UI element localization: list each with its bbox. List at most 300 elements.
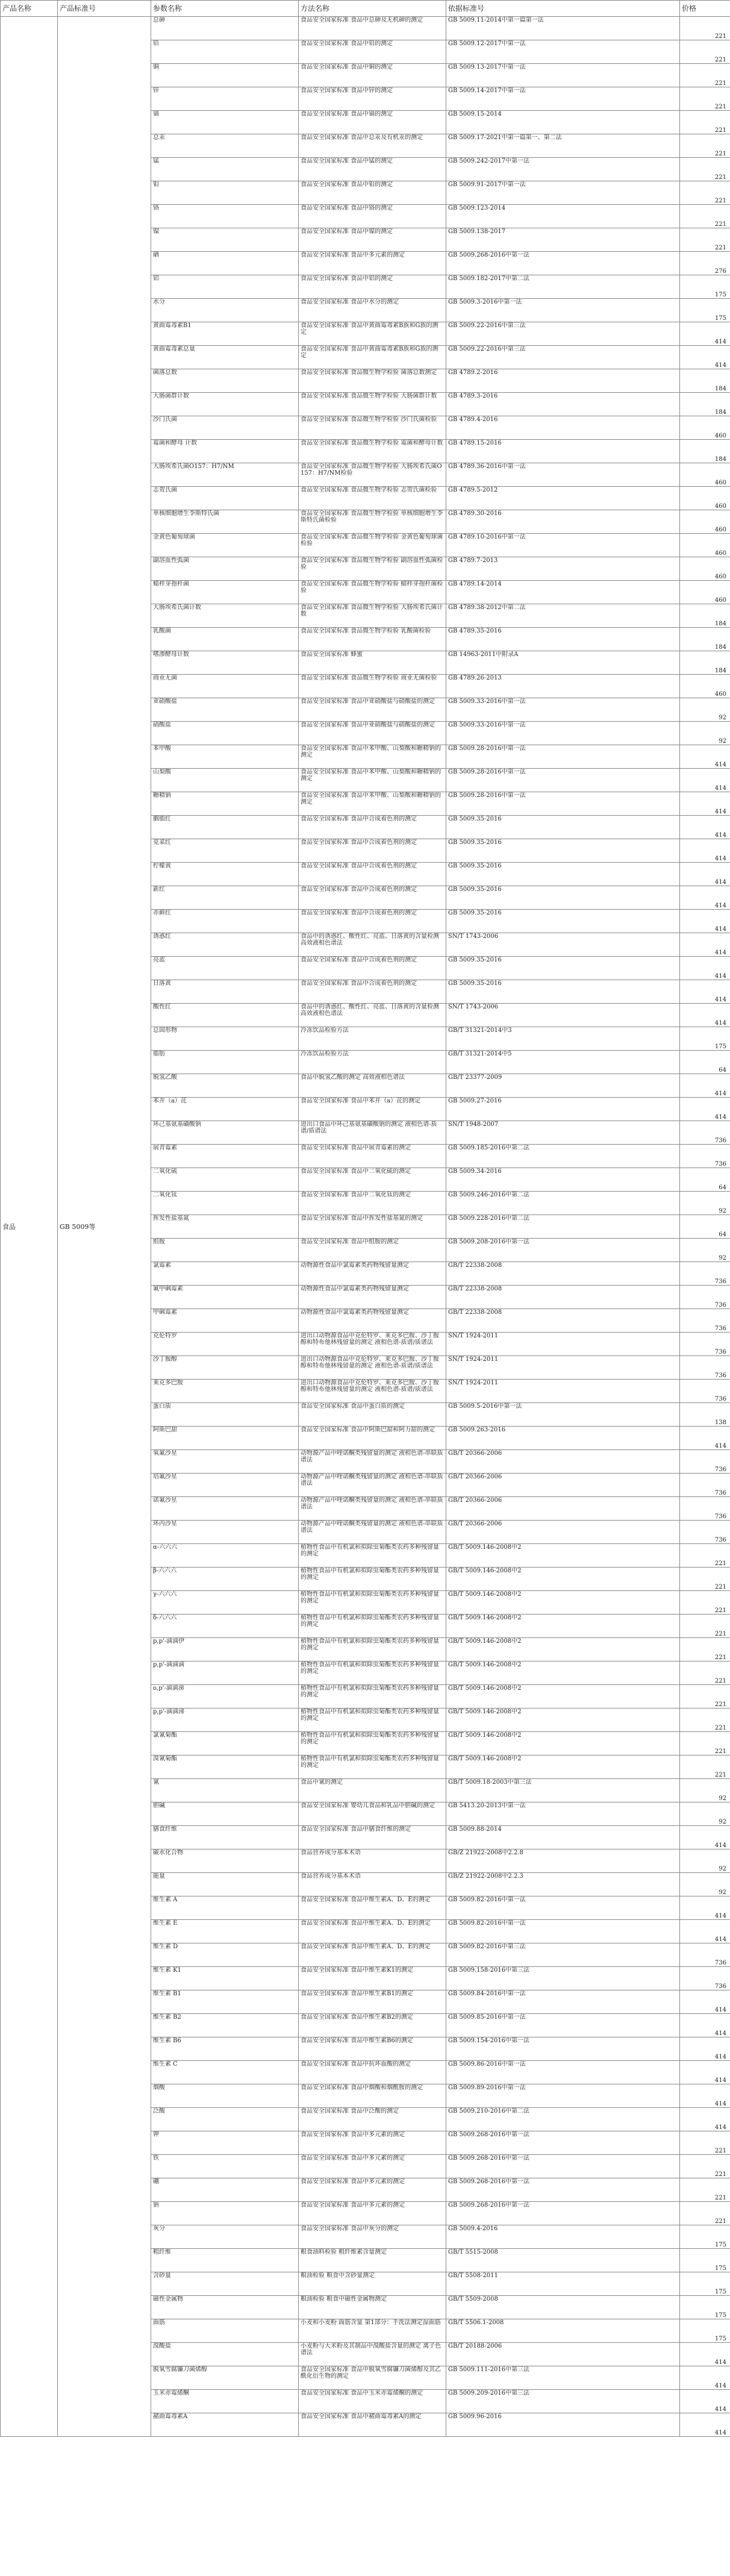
- param-name-cell: 商业无菌: [151, 675, 299, 698]
- param-name-cell: 新红: [151, 886, 299, 910]
- price-cell: 460: [680, 581, 730, 604]
- basis-standard-cell: GB 5009.35-2016: [446, 863, 680, 886]
- price-cell: 221: [680, 1568, 730, 1591]
- param-name-cell: 碳水化合物: [151, 1849, 299, 1873]
- method-name-cell: 植物性食品中有机氯和拟除虫菊酯类农药多种残留量的测定: [299, 1615, 446, 1638]
- price-cell: 414: [680, 1004, 730, 1027]
- method-name-cell: 植物性食品中有机氯和拟除虫菊酯类农药多种残留量的测定: [299, 1708, 446, 1732]
- basis-standard-cell: GB 5009.3-2016中第一法: [446, 299, 680, 322]
- basis-standard-cell: GB 5009.85-2016中第一法: [446, 2014, 680, 2037]
- method-name-cell: 食品安全国家标准 食品中镉的测定: [299, 111, 446, 134]
- basis-standard-cell: GB/T 5009.146-2008中2: [446, 1755, 680, 1779]
- price-cell: 414: [680, 322, 730, 346]
- basis-standard-cell: GB 5009.246-2016中第二法: [446, 1192, 680, 1215]
- price-cell: 92: [680, 1779, 730, 1802]
- param-name-cell: 脱氢乙酸: [151, 1074, 299, 1098]
- method-name-cell: 冷冻饮品检验方法: [299, 1051, 446, 1074]
- param-name-cell: 莱克多巴胺: [151, 1380, 299, 1403]
- price-cell: 221: [680, 2155, 730, 2178]
- basis-standard-cell: GB 5009.27-2016: [446, 1098, 680, 1121]
- param-name-cell: 粗纤维: [151, 2249, 299, 2272]
- basis-standard-cell: GB 5009.268-2016中第一法: [446, 2178, 680, 2202]
- price-cell: 221: [680, 1708, 730, 1732]
- param-name-cell: 锌: [151, 87, 299, 111]
- basis-standard-cell: GB 5009.208-2016中第一法: [446, 1239, 680, 1262]
- price-cell: 92: [680, 698, 730, 722]
- param-name-cell: 锰: [151, 158, 299, 181]
- param-name-cell: 苋菜红: [151, 839, 299, 863]
- basis-standard-cell: GB/T 5509-2008: [446, 2296, 680, 2319]
- method-name-cell: 食品安全国家标准 食品中挥发性盐基氮的测定: [299, 1215, 446, 1239]
- method-name-cell: 食品中脱氢乙酸的测定 高效液相色谱法: [299, 1074, 446, 1098]
- header-param-name: 参数名称: [151, 1, 299, 17]
- price-cell: 414: [680, 980, 730, 1004]
- param-name-cell: 大肠埃希氏菌计数: [151, 604, 299, 628]
- method-name-cell: 食品安全国家标准 食品微生物学检验 商业无菌检验: [299, 675, 446, 698]
- price-cell: 184: [680, 393, 730, 416]
- method-name-cell: 进出口动物源食品中克伦特罗、莱克多巴胺、沙丁胺醇和特布他林残留量的测定 液相色谱-质谱/质谱法: [299, 1356, 446, 1380]
- method-name-cell: 小麦粉与大米粉及其制品中溴酸盐含量的测定 离子色谱法: [299, 2343, 446, 2366]
- price-cell: 221: [680, 1638, 730, 1662]
- param-name-cell: 维生素 B6: [151, 2037, 299, 2061]
- price-cell: 414: [680, 886, 730, 910]
- basis-standard-cell: GB 5009.5-2016中第一法: [446, 1403, 680, 1427]
- param-name-cell: 大肠埃希氏菌O157：H7/NM: [151, 463, 299, 487]
- price-cell: 184: [680, 369, 730, 393]
- param-name-cell: 克伦特罗: [151, 1333, 299, 1356]
- basis-standard-cell: GB 4789.36-2016中第一法: [446, 463, 680, 487]
- basis-standard-cell: GB/T 5009.146-2008中2: [446, 1568, 680, 1591]
- basis-standard-cell: GB 5009.138-2017: [446, 228, 680, 252]
- method-name-cell: 动物源产品中喹诺酮类残留量的测定 液相色谱-串联质谱法: [299, 1521, 446, 1544]
- param-name-cell: 灰分: [151, 2225, 299, 2249]
- param-name-cell: 钾: [151, 2131, 299, 2155]
- basis-standard-cell: SN/T 1948-2007: [446, 1121, 680, 1145]
- basis-standard-cell: GB/T 20188-2006: [446, 2343, 680, 2366]
- price-cell: 175: [680, 2319, 730, 2343]
- price-cell: 221: [680, 1732, 730, 1755]
- basis-standard-cell: GB 5009.33-2016中第一法: [446, 722, 680, 745]
- price-cell: 414: [680, 816, 730, 839]
- basis-standard-cell: GB 5009.268-2016中第一法: [446, 252, 680, 275]
- param-name-cell: 脱氧雪腐镰刀菌烯醇: [151, 2366, 299, 2390]
- method-name-cell: 食品安全国家标准 食品中亚硝酸盐与硝酸盐的测定: [299, 698, 446, 722]
- price-cell: 175: [680, 2225, 730, 2249]
- price-cell: 221: [680, 111, 730, 134]
- method-name-cell: 食品安全国家标准 食品中合成着色剂的测定: [299, 839, 446, 863]
- param-name-cell: 金黄色葡萄球菌: [151, 534, 299, 557]
- method-name-cell: 食品安全国家标准 食品中赭曲霉毒素A的测定: [299, 2413, 446, 2437]
- price-cell: 736: [680, 1450, 730, 1474]
- method-name-cell: 食品安全国家标准 食品微生物学检验 菌落总数测定: [299, 369, 446, 393]
- basis-standard-cell: GB 5413.20-2013中第一法: [446, 1802, 680, 1826]
- param-name-cell: 氯氰菊酯: [151, 1732, 299, 1755]
- basis-standard-cell: GB 5009.268-2016中第一法: [446, 2155, 680, 2178]
- price-cell: 414: [680, 957, 730, 980]
- price-cell: 175: [680, 275, 730, 299]
- basis-standard-cell: GB/Z 21922-2008中2.2.8: [446, 1849, 680, 1873]
- method-name-cell: 食品安全国家标准 婴幼儿食品和乳品中胆碱的测定: [299, 1802, 446, 1826]
- param-name-cell: p,p'-滴滴涕: [151, 1708, 299, 1732]
- price-cell: 221: [680, 64, 730, 87]
- param-name-cell: 黄曲霉毒素总量: [151, 346, 299, 369]
- method-name-cell: 食品安全国家标准 食品中维生素A、D、E的测定: [299, 1920, 446, 1943]
- method-name-cell: 食品安全国家标准 食品微生物学检验 大肠埃希氏菌计数: [299, 604, 446, 628]
- param-name-cell: 单核细胞增生李斯特氏菌: [151, 510, 299, 534]
- basis-standard-cell: GB 5009.185-2016中第二法: [446, 1145, 680, 1168]
- param-name-cell: 硝酸盐: [151, 722, 299, 745]
- method-name-cell: 食品安全国家标准 食品中水分的测定: [299, 299, 446, 322]
- basis-standard-cell: GB/T 22338-2008: [446, 1309, 680, 1333]
- param-name-cell: 菌落总数: [151, 369, 299, 393]
- basis-standard-cell: GB 4789.35-2016: [446, 628, 680, 651]
- basis-standard-cell: GB 5009.17-2021中第一篇第一、第二法: [446, 134, 680, 158]
- price-cell: 221: [680, 87, 730, 111]
- method-name-cell: 动物源产品中喹诺酮类残留量的测定 液相色谱-串联质谱法: [299, 1497, 446, 1521]
- method-name-cell: 食品安全国家标准 食品中合成着色剂的测定: [299, 910, 446, 933]
- price-cell: 736: [680, 1286, 730, 1309]
- basis-standard-cell: GB 5009.88-2014: [446, 1826, 680, 1849]
- method-name-cell: 粮油检验 粮食中磁性金属物测定: [299, 2296, 446, 2319]
- param-name-cell: 维生素 E: [151, 1920, 299, 1943]
- price-cell: 221: [680, 1591, 730, 1615]
- price-cell: 221: [680, 40, 730, 64]
- basis-standard-cell: GB/T 5009.146-2008中2: [446, 1732, 680, 1755]
- price-cell: 221: [680, 1685, 730, 1708]
- basis-standard-cell: GB/T 5009.146-2008中2: [446, 1638, 680, 1662]
- method-name-cell: 食品安全国家标准 食品中二氧化硫的测定: [299, 1168, 446, 1192]
- param-name-cell: 黄曲霉毒素B1: [151, 322, 299, 346]
- basis-standard-cell: GB/T 5009.146-2008中2: [446, 1708, 680, 1732]
- method-name-cell: 植物性食品中有机氯和拟除虫菊酯类农药多种残留量的测定: [299, 1544, 446, 1568]
- table-row: [1, 17, 730, 40]
- method-name-cell: 食品安全国家标准 食品中泛酸的测定: [299, 2108, 446, 2131]
- basis-standard-cell: GB 5009.111-2016中第三法: [446, 2366, 680, 2390]
- basis-standard-cell: GB 4789.30-2016: [446, 510, 680, 534]
- method-name-cell: 植物性食品中有机氯和拟除虫菊酯类农药多种残留量的测定: [299, 1732, 446, 1755]
- header-price: 价格: [680, 1, 730, 17]
- price-cell: 138: [680, 1403, 730, 1427]
- price-cell: 92: [680, 1873, 730, 1896]
- price-cell: 414: [680, 2343, 730, 2366]
- price-cell: 414: [680, 745, 730, 769]
- method-name-cell: 冷冻饮品检验方法: [299, 1027, 446, 1051]
- param-name-cell: 胆碱: [151, 1802, 299, 1826]
- header-product-name: 产品名称: [1, 1, 58, 17]
- param-name-cell: 硼: [151, 2178, 299, 2202]
- price-cell: 460: [680, 534, 730, 557]
- param-name-cell: 赭曲霉毒素A: [151, 2413, 299, 2437]
- price-cell: 414: [680, 910, 730, 933]
- param-name-cell: 展青霉素: [151, 1145, 299, 1168]
- price-cell: 736: [680, 1262, 730, 1286]
- basis-standard-cell: GB 5009.15-2014: [446, 111, 680, 134]
- param-name-cell: 维生素 C: [151, 2061, 299, 2084]
- basis-standard-cell: GB 5009.28-2016中第一法: [446, 792, 680, 816]
- price-cell: 221: [680, 134, 730, 158]
- param-name-cell: 烟酸: [151, 2084, 299, 2108]
- basis-standard-cell: GB/T 22338-2008: [446, 1286, 680, 1309]
- price-cell: 175: [680, 299, 730, 322]
- param-name-cell: 霉菌和酵母 计数: [151, 440, 299, 463]
- basis-standard-cell: GB 5009.14-2017中第一法: [446, 87, 680, 111]
- basis-standard-cell: GB 5009.82-2016中第一法: [446, 1920, 680, 1943]
- method-name-cell: 食品中氰的测定: [299, 1779, 446, 1802]
- method-name-cell: 粮食油料检验 粗纤维素含量测定: [299, 2249, 446, 2272]
- price-cell: 184: [680, 628, 730, 651]
- param-name-cell: 钠: [151, 2202, 299, 2225]
- param-name-cell: 磁性金属物: [151, 2296, 299, 2319]
- price-cell: 221: [680, 2202, 730, 2225]
- method-name-cell: 食品安全国家标准 食品中烟酸和烟酰胺的测定: [299, 2084, 446, 2108]
- param-name-cell: 环丙沙星: [151, 1521, 299, 1544]
- price-cell: 414: [680, 2061, 730, 2084]
- basis-standard-cell: GB 4789.38-2012中第二法: [446, 604, 680, 628]
- basis-standard-cell: GB/T 5009.146-2008中2: [446, 1685, 680, 1708]
- basis-standard-cell: GB/T 31321-2014中5: [446, 1051, 680, 1074]
- method-name-cell: 食品安全国家标准 食品中脱氧雪腐镰刀菌烯醇及其乙酰化衍生物的测定: [299, 2366, 446, 2390]
- method-name-cell: 食品安全国家标准 食品微生物学检验 霉菌和酵母计数: [299, 440, 446, 463]
- price-cell: 736: [680, 1497, 730, 1521]
- basis-standard-cell: GB 5009.34-2016: [446, 1168, 680, 1192]
- method-name-cell: 食品安全国家标准 食品中苯甲酸、山梨酸和糖精钠的测定: [299, 769, 446, 792]
- basis-standard-cell: GB 4789.2-2016: [446, 369, 680, 393]
- basis-standard-cell: GB/Z 21922-2008中2.2.3: [446, 1873, 680, 1896]
- basis-standard-cell: GB 5009.82-2016中第一法: [446, 1896, 680, 1920]
- basis-standard-cell: GB 4789.14-2014: [446, 581, 680, 604]
- method-name-cell: 食品安全国家标准 食品中总汞及有机汞的测定: [299, 134, 446, 158]
- basis-standard-cell: GB/T 20366-2006: [446, 1521, 680, 1544]
- param-name-cell: 环己基氨基磺酸钠: [151, 1121, 299, 1145]
- method-name-cell: 植物性食品中有机氯和拟除虫菊酯类农药多种残留量的测定: [299, 1662, 446, 1685]
- basis-standard-cell: GB 5009.11-2014中第一篇第一法: [446, 17, 680, 40]
- price-cell: 736: [680, 1521, 730, 1544]
- param-name-cell: 柠檬黄: [151, 863, 299, 886]
- method-name-cell: 食品安全国家标准 食品微生物学检验 乳酸菌检验: [299, 628, 446, 651]
- param-name-cell: 铬: [151, 205, 299, 228]
- method-name-cell: 食品安全国家标准 蜂蜜: [299, 651, 446, 675]
- basis-standard-cell: GB 5009.242-2017中第一法: [446, 158, 680, 181]
- price-cell: 736: [680, 1474, 730, 1497]
- method-name-cell: 食品安全国家标准 食品中合成着色剂的测定: [299, 863, 446, 886]
- param-name-cell: 氯霉素: [151, 1262, 299, 1286]
- price-cell: 92: [680, 1849, 730, 1873]
- basis-standard-cell: GB 5009.89-2016中第一法: [446, 2084, 680, 2108]
- param-name-cell: 志贺氏菌: [151, 487, 299, 510]
- header-basis-standard: 依据标准号: [446, 1, 680, 17]
- price-cell: 221: [680, 158, 730, 181]
- price-cell: 221: [680, 1662, 730, 1685]
- basis-standard-cell: GB 5009.13-2017中第一法: [446, 64, 680, 87]
- method-name-cell: 食品安全国家标准 食品中黄曲霉毒素B族和G族的测定: [299, 346, 446, 369]
- param-name-cell: 铝: [151, 275, 299, 299]
- price-cell: 460: [680, 416, 730, 440]
- method-name-cell: 食品安全国家标准 食品中锰的测定: [299, 158, 446, 181]
- price-cell: 221: [680, 2178, 730, 2202]
- method-name-cell: 食品安全国家标准 食品中维生素B6的测定: [299, 2037, 446, 2061]
- method-name-cell: 食品安全国家标准 食品微生物学检验 志贺氏菌检验: [299, 487, 446, 510]
- method-name-cell: 进出口动物源食品中克伦特罗、莱克多巴胺、沙丁胺醇和特布他林残留量的测定 液相色谱-质谱/质谱法: [299, 1333, 446, 1356]
- param-name-cell: 维生素 A: [151, 1896, 299, 1920]
- basis-standard-cell: GB/T 5009.146-2008中2: [446, 1591, 680, 1615]
- param-name-cell: 维生素 B1: [151, 1990, 299, 2014]
- method-name-cell: 植物性食品中有机氯和拟除虫菊酯类农药多种残留量的测定: [299, 1568, 446, 1591]
- method-name-cell: 食品安全国家标准 食品中维生素B2的测定: [299, 2014, 446, 2037]
- method-name-cell: 食品安全国家标准 食品中苯甲酸、山梨酸和糖精钠的测定: [299, 792, 446, 816]
- basis-standard-cell: GB 5009.33-2016中第一法: [446, 698, 680, 722]
- basis-standard-cell: GB 5009.35-2016: [446, 839, 680, 863]
- price-cell: 221: [680, 1755, 730, 1779]
- method-name-cell: 食品安全国家标准 食品中多元素的测定: [299, 2131, 446, 2155]
- basis-standard-cell: GB 14963-2011中附录A: [446, 651, 680, 675]
- method-name-cell: 植物性食品中有机氯和拟除虫菊酯类农药多种残留量的测定: [299, 1638, 446, 1662]
- basis-standard-cell: SN/T 1743-2006: [446, 933, 680, 957]
- price-cell: 184: [680, 651, 730, 675]
- param-name-cell: 甲砜霉素: [151, 1309, 299, 1333]
- method-name-cell: 食品安全国家标准 食品中合成着色剂的测定: [299, 886, 446, 910]
- price-cell: 414: [680, 2366, 730, 2390]
- basis-standard-cell: GB 5009.210-2016中第二法: [446, 2108, 680, 2131]
- basis-standard-cell: SN/T 1924-2011: [446, 1380, 680, 1403]
- basis-standard-cell: GB 4789.4-2016: [446, 416, 680, 440]
- method-name-cell: 食品安全国家标准 食品中钼的测定: [299, 181, 446, 205]
- param-name-cell: p,p'-滴滴滴: [151, 1662, 299, 1685]
- method-name-cell: 食品安全国家标准 食品中展青霉素的测定: [299, 1145, 446, 1168]
- price-cell: 414: [680, 2390, 730, 2413]
- basis-standard-cell: GB 5009.158-2016中第三法: [446, 1967, 680, 1990]
- basis-standard-cell: GB/T 20366-2006: [446, 1497, 680, 1521]
- param-name-cell: 二氧化硫: [151, 1168, 299, 1192]
- method-name-cell: 进出口动物源食品中克伦特罗、莱克多巴胺、沙丁胺醇和特布他林残留量的测定 液相色谱-质谱/质谱法: [299, 1380, 446, 1403]
- method-name-cell: 食品安全国家标准 食品中铝的测定: [299, 275, 446, 299]
- basis-standard-cell: GB 5009.96-2016: [446, 2413, 680, 2437]
- method-name-cell: 食品中的诱惑红、酸性红、亮蓝、日落黄的含量检测 高效液相色谱法: [299, 1004, 446, 1027]
- method-name-cell: 食品安全国家标准 食品中抗坏血酸的测定: [299, 2061, 446, 2084]
- param-name-cell: 膳食纤维: [151, 1826, 299, 1849]
- price-cell: 414: [680, 769, 730, 792]
- price-cell: 175: [680, 1027, 730, 1051]
- basis-standard-cell: GB 5009.82-2016中第三法: [446, 1943, 680, 1967]
- price-cell: 221: [680, 1544, 730, 1568]
- product-name-cell: 食品: [1, 17, 58, 2437]
- method-name-cell: 食品安全国家标准 食品微生物学检验 蜡样芽孢杆菌检验: [299, 581, 446, 604]
- method-name-cell: 动物源性食品中氯霉素类药物残留量测定: [299, 1262, 446, 1286]
- param-name-cell: 维生素 K1: [151, 1967, 299, 1990]
- param-name-cell: 铅: [151, 40, 299, 64]
- method-name-cell: 食品安全国家标准 食品中亚硝酸盐与硝酸盐的测定: [299, 722, 446, 745]
- param-name-cell: p,p'-滴滴伊: [151, 1638, 299, 1662]
- param-name-cell: 副溶血性弧菌: [151, 557, 299, 581]
- param-name-cell: α-六六六: [151, 1544, 299, 1568]
- basis-standard-cell: GB 5009.28-2016中第一法: [446, 769, 680, 792]
- param-name-cell: 胭脂红: [151, 816, 299, 839]
- method-name-cell: 食品安全国家标准 食品微生物学检验 大肠菌群计数: [299, 393, 446, 416]
- method-name-cell: 食品中的诱惑红、酸性红、亮蓝、日落黄的含量检测 高效液相色谱法: [299, 933, 446, 957]
- param-name-cell: 脂肪: [151, 1051, 299, 1074]
- param-name-cell: 水分: [151, 299, 299, 322]
- method-name-cell: 食品安全国家标准 食品中合成着色剂的测定: [299, 980, 446, 1004]
- price-cell: 736: [680, 1309, 730, 1333]
- param-name-cell: 诺氟沙星: [151, 1497, 299, 1521]
- price-cell: 221: [680, 2131, 730, 2155]
- param-name-cell: 维生素 B2: [151, 2014, 299, 2037]
- param-name-cell: 玉米赤霉烯酮: [151, 2390, 299, 2413]
- basis-standard-cell: GB 5009.154-2016中第一法: [446, 2037, 680, 2061]
- basis-standard-cell: GB 5009.35-2016: [446, 980, 680, 1004]
- method-name-cell: 食品安全国家标准 食品微生物学检验 沙门氏菌检验: [299, 416, 446, 440]
- price-cell: 221: [680, 181, 730, 205]
- basis-standard-cell: GB 5009.91-2017中第一法: [446, 181, 680, 205]
- price-cell: 736: [680, 1967, 730, 1990]
- price-cell: 736: [680, 1333, 730, 1356]
- basis-standard-cell: GB/T 20366-2006: [446, 1474, 680, 1497]
- basis-standard-cell: GB 5009.209-2016中第三法: [446, 2390, 680, 2413]
- price-cell: 736: [680, 1145, 730, 1168]
- basis-standard-cell: GB 5009.4-2016: [446, 2225, 680, 2249]
- method-name-cell: 食品安全国家标准 食品微生物学检验 金黄色葡萄球菌检验: [299, 534, 446, 557]
- method-name-cell: 植物性食品中有机氯和拟除虫菊酯类农药多种残留量的测定: [299, 1755, 446, 1779]
- method-name-cell: 进出口食品中环己基氨基磺酸钠的测定 液相色谱-质谱/质谱法: [299, 1121, 446, 1145]
- param-name-cell: 镍: [151, 228, 299, 252]
- basis-standard-cell: GB/T 22338-2008: [446, 1262, 680, 1286]
- method-name-cell: 食品安全国家标准 食品中维生素B1的测定: [299, 1990, 446, 2014]
- price-cell: 736: [680, 1356, 730, 1380]
- price-cell: 64: [680, 1168, 730, 1192]
- method-name-cell: 食品安全国家标准 食品中组胺的测定: [299, 1239, 446, 1262]
- basis-standard-cell: SN/T 1743-2006: [446, 1004, 680, 1027]
- method-name-cell: 食品安全国家标准 食品中多元素的测定: [299, 2202, 446, 2225]
- param-name-cell: 组胺: [151, 1239, 299, 1262]
- header-product-standard: 产品标准号: [58, 1, 151, 17]
- price-cell: 414: [680, 792, 730, 816]
- param-name-cell: 培氟沙星: [151, 1474, 299, 1497]
- price-cell: 175: [680, 2272, 730, 2296]
- price-cell: 276: [680, 252, 730, 275]
- price-cell: 460: [680, 487, 730, 510]
- price-cell: 460: [680, 510, 730, 534]
- param-name-cell: 糖精钠: [151, 792, 299, 816]
- price-cell: 414: [680, 1896, 730, 1920]
- method-name-cell: 食品安全国家标准 食品微生物学检验 副溶血性弧菌检验: [299, 557, 446, 581]
- param-name-cell: 面筋: [151, 2319, 299, 2343]
- basis-standard-cell: GB 5009.268-2016中第一法: [446, 2131, 680, 2155]
- price-cell: 414: [680, 1074, 730, 1098]
- price-cell: 414: [680, 346, 730, 369]
- method-name-cell: 食品安全国家标准 食品中铬的测定: [299, 205, 446, 228]
- param-name-cell: 含砂量: [151, 2272, 299, 2296]
- price-cell: 64: [680, 1051, 730, 1074]
- param-name-cell: 沙门氏菌: [151, 416, 299, 440]
- basis-standard-cell: GB/T 5009.146-2008中2: [446, 1662, 680, 1685]
- table-header-row: [1, 1, 730, 17]
- param-name-cell: 溴酸盐: [151, 2343, 299, 2366]
- basis-standard-cell: GB/T 5009.18-2003中第三法: [446, 1779, 680, 1802]
- price-cell: 414: [680, 1990, 730, 2014]
- method-name-cell: 植物性食品中有机氯和拟除虫菊酯类农药多种残留量的测定: [299, 1591, 446, 1615]
- method-name-cell: 动物源性食品中氯霉素类药物残留量测定: [299, 1309, 446, 1333]
- basis-standard-cell: GB 5009.35-2016: [446, 886, 680, 910]
- param-name-cell: 阿斯巴甜: [151, 1427, 299, 1450]
- price-cell: 92: [680, 1802, 730, 1826]
- price-cell: 414: [680, 839, 730, 863]
- basis-standard-cell: GB/T 5009.146-2008中2: [446, 1544, 680, 1568]
- param-name-cell: 蛋白质: [151, 1403, 299, 1427]
- price-cell: 414: [680, 2014, 730, 2037]
- price-cell: 414: [680, 2084, 730, 2108]
- method-name-cell: 食品安全国家标准 食品中铅的测定: [299, 40, 446, 64]
- param-name-cell: 挥发性盐基氮: [151, 1215, 299, 1239]
- basis-standard-cell: GB 5009.28-2016中第一法: [446, 745, 680, 769]
